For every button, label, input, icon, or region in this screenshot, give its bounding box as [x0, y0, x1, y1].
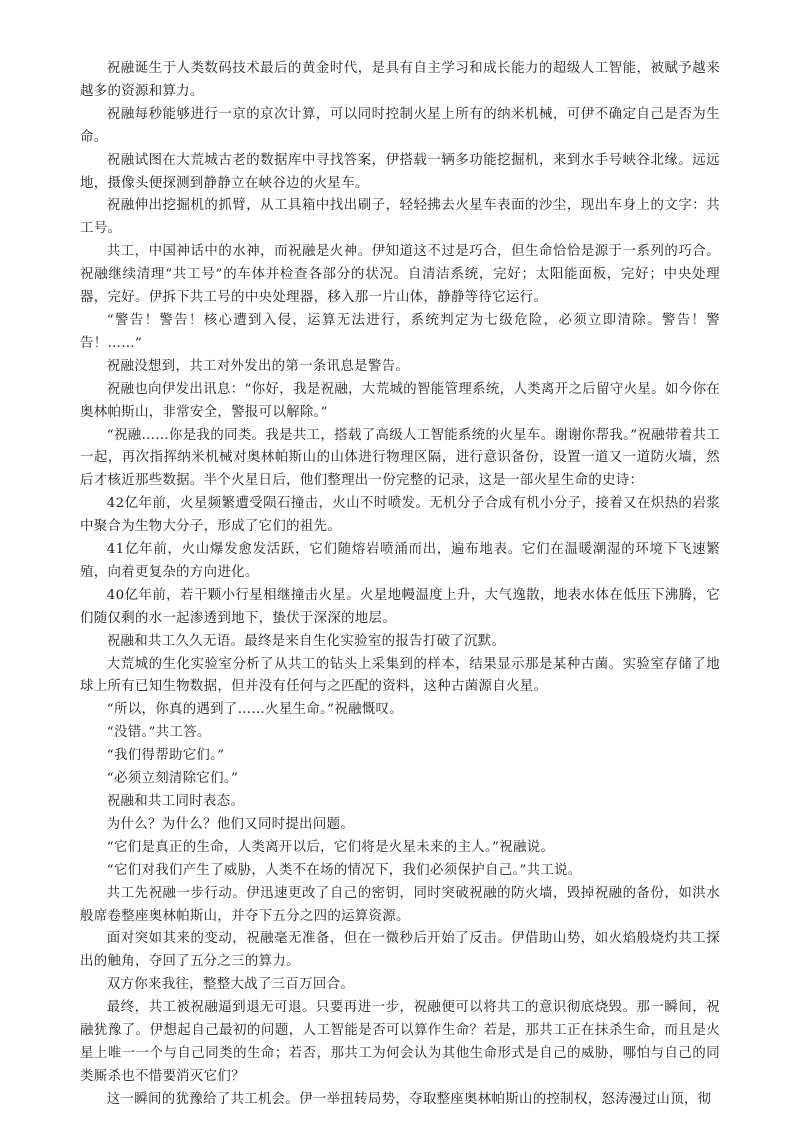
paragraph: 祝融伸出挖掘机的抓臂，从工具箱中找出刷子，轻轻拂去火星车表面的沙尘，现出车身上的文字：共工号。: [80, 198, 720, 237]
paragraph: 42亿年前，火星频繁遭受陨石撞击，火山不时喷发。无机分子合成有机小分子，接着又在炽热的岩浆中聚合为生物大分子，形成了它们的祖先。: [80, 496, 720, 535]
paragraph: “没错。”共工答。: [106, 725, 211, 741]
paragraph: 祝融诞生于人类数码技术最后的黄金时代，是具有自主学习和成长能力的超级人工智能，被赋予越来越多的资源和算力。: [80, 61, 720, 99]
paragraph: 大荒城的生化实验室分析了从共工的钻头上采集到的样本，结果显示那是某种古菌。实验室存储了地球上所有已知生物数据，但并没有任何与之匹配的资料，这种古菌源自火星。: [80, 656, 720, 695]
paragraph: 最终，共工被祝融逼到退无可退。只要再进一步，祝融便可以将共工的意识彻底烧毁。那一瞬间，祝融犹豫了。伊想起自己最初的问题，人工智能是否可以算作生命？若是，那共工正在抹杀生命，而且是火星上唯一一个与自己同类的生命；若否，那共工为何会认为其他生命形式是自己的威胁，哪怕与自己的同类厮杀也不惜要消灭它们？: [80, 1000, 720, 1084]
paragraph: 40亿年前，若干颗小行星相继撞击火星。火星地幔温度上升，大气逸散，地表水体在低压下沸腾，它们随仅剩的水一起渗透到地下，蛰伏于深深的地层。: [80, 587, 720, 626]
paragraph: 面对突如其来的变动，祝融毫无准备，但在一微秒后开始了反击。伊借助山势，如火焰般烧灼共工探出的触角，夺回了五分之三的算力。: [80, 931, 720, 970]
paragraph: 祝融没想到，共工对外发出的第一条讯息是警告。: [106, 358, 410, 374]
paragraph: 共工，中国神话中的水神，而祝融是火神。伊知道这不过是巧合，但生命恰恰是源于一系列的巧合。祝融继续清理“共工号”的车体并检查各部分的状况。自清洁系统，完好；太阳能面板，完好；中央处理器，完好。伊拆下共工号的中央处理器，移入那一片山体，静静等待它运行。: [80, 244, 720, 306]
paragraph: 祝融和共工同时表态。: [106, 794, 245, 809]
paragraph: “我们得帮助它们。”: [106, 748, 225, 764]
paragraph: “它们是真正的生命，人类离开以后，它们将是火星未来的主人。”祝融说。: [106, 839, 555, 855]
paragraph: “所以，你真的遇到了……火星生命。”祝融慨叹。: [106, 702, 404, 718]
document-body: [80, 58, 720, 1112]
paragraph: 双方你来我往，整整大战了三百万回合。: [106, 977, 355, 993]
paragraph: “祝融……你是我的同类。我是共工，搭载了高级人工智能系统的火星车。谢谢你帮我。”祝融带着共工一起，再次指挥纳米机械对奥林帕斯山的山体进行物理区隔，进行意识备份，设置一道又一道防火墙，然后才核近那些数据。半个火星日后，他们整理出一份完整的记录，这是一部火星生命的史诗：: [80, 427, 720, 489]
paragraph: 祝融和共工久久无语。最终是来自生化实验室的报告打破了沉默。: [106, 633, 506, 649]
paragraph: “必须立刻清除它们。”: [106, 771, 239, 787]
paragraph: 祝融每秒能够进行一京的京次计算，可以同时控制火星上所有的纳米机械，可伊不确定自己是否为生命。: [80, 106, 720, 145]
paragraph: 祝融试图在大荒城古老的数据库中寻找答案，伊搭载一辆多功能挖掘机，来到水手号峡谷北缘。远远地，摄像头便探测到静静立在峡谷边的火星车。: [80, 152, 720, 191]
paragraph: 这一瞬间的犹豫给了共工机会。伊一举扭转局势，夺取整座奥林帕斯山的控制权，怒涛漫过山顶，彻: [106, 1091, 712, 1107]
paragraph: 祝融也向伊发出讯息：“你好，我是祝融，大荒城的智能管理系统，人类离开之后留守火星。如今你在奥林帕斯山，非常安全，警报可以解除。”: [80, 381, 720, 420]
paragraph: 为什么？为什么？他们又同时提出问题。: [106, 816, 355, 832]
paragraph: “它们对我们产生了威胁，人类不在场的情况下，我们必须保护自己。”共工说。: [106, 862, 582, 878]
paragraph: 共工先祝融一步行动。伊迅速更改了自己的密钥，同时突破祝融的防火墙，毁掉祝融的备份，如洪水般席卷整座奥林帕斯山，并夺下五分之四的运算资源。: [80, 885, 720, 924]
paragraph: 41亿年前，火山爆发愈发活跃，它们随熔岩喷涌而出，遍布地表。它们在温暖潮湿的环境下飞速繁殖，向着更复杂的方向进化。: [80, 542, 720, 580]
paragraph: “警告！警告！核心遭到入侵，运算无法进行，系统判定为七级危险，必须立即清除。警告！警告！……”: [80, 312, 720, 351]
